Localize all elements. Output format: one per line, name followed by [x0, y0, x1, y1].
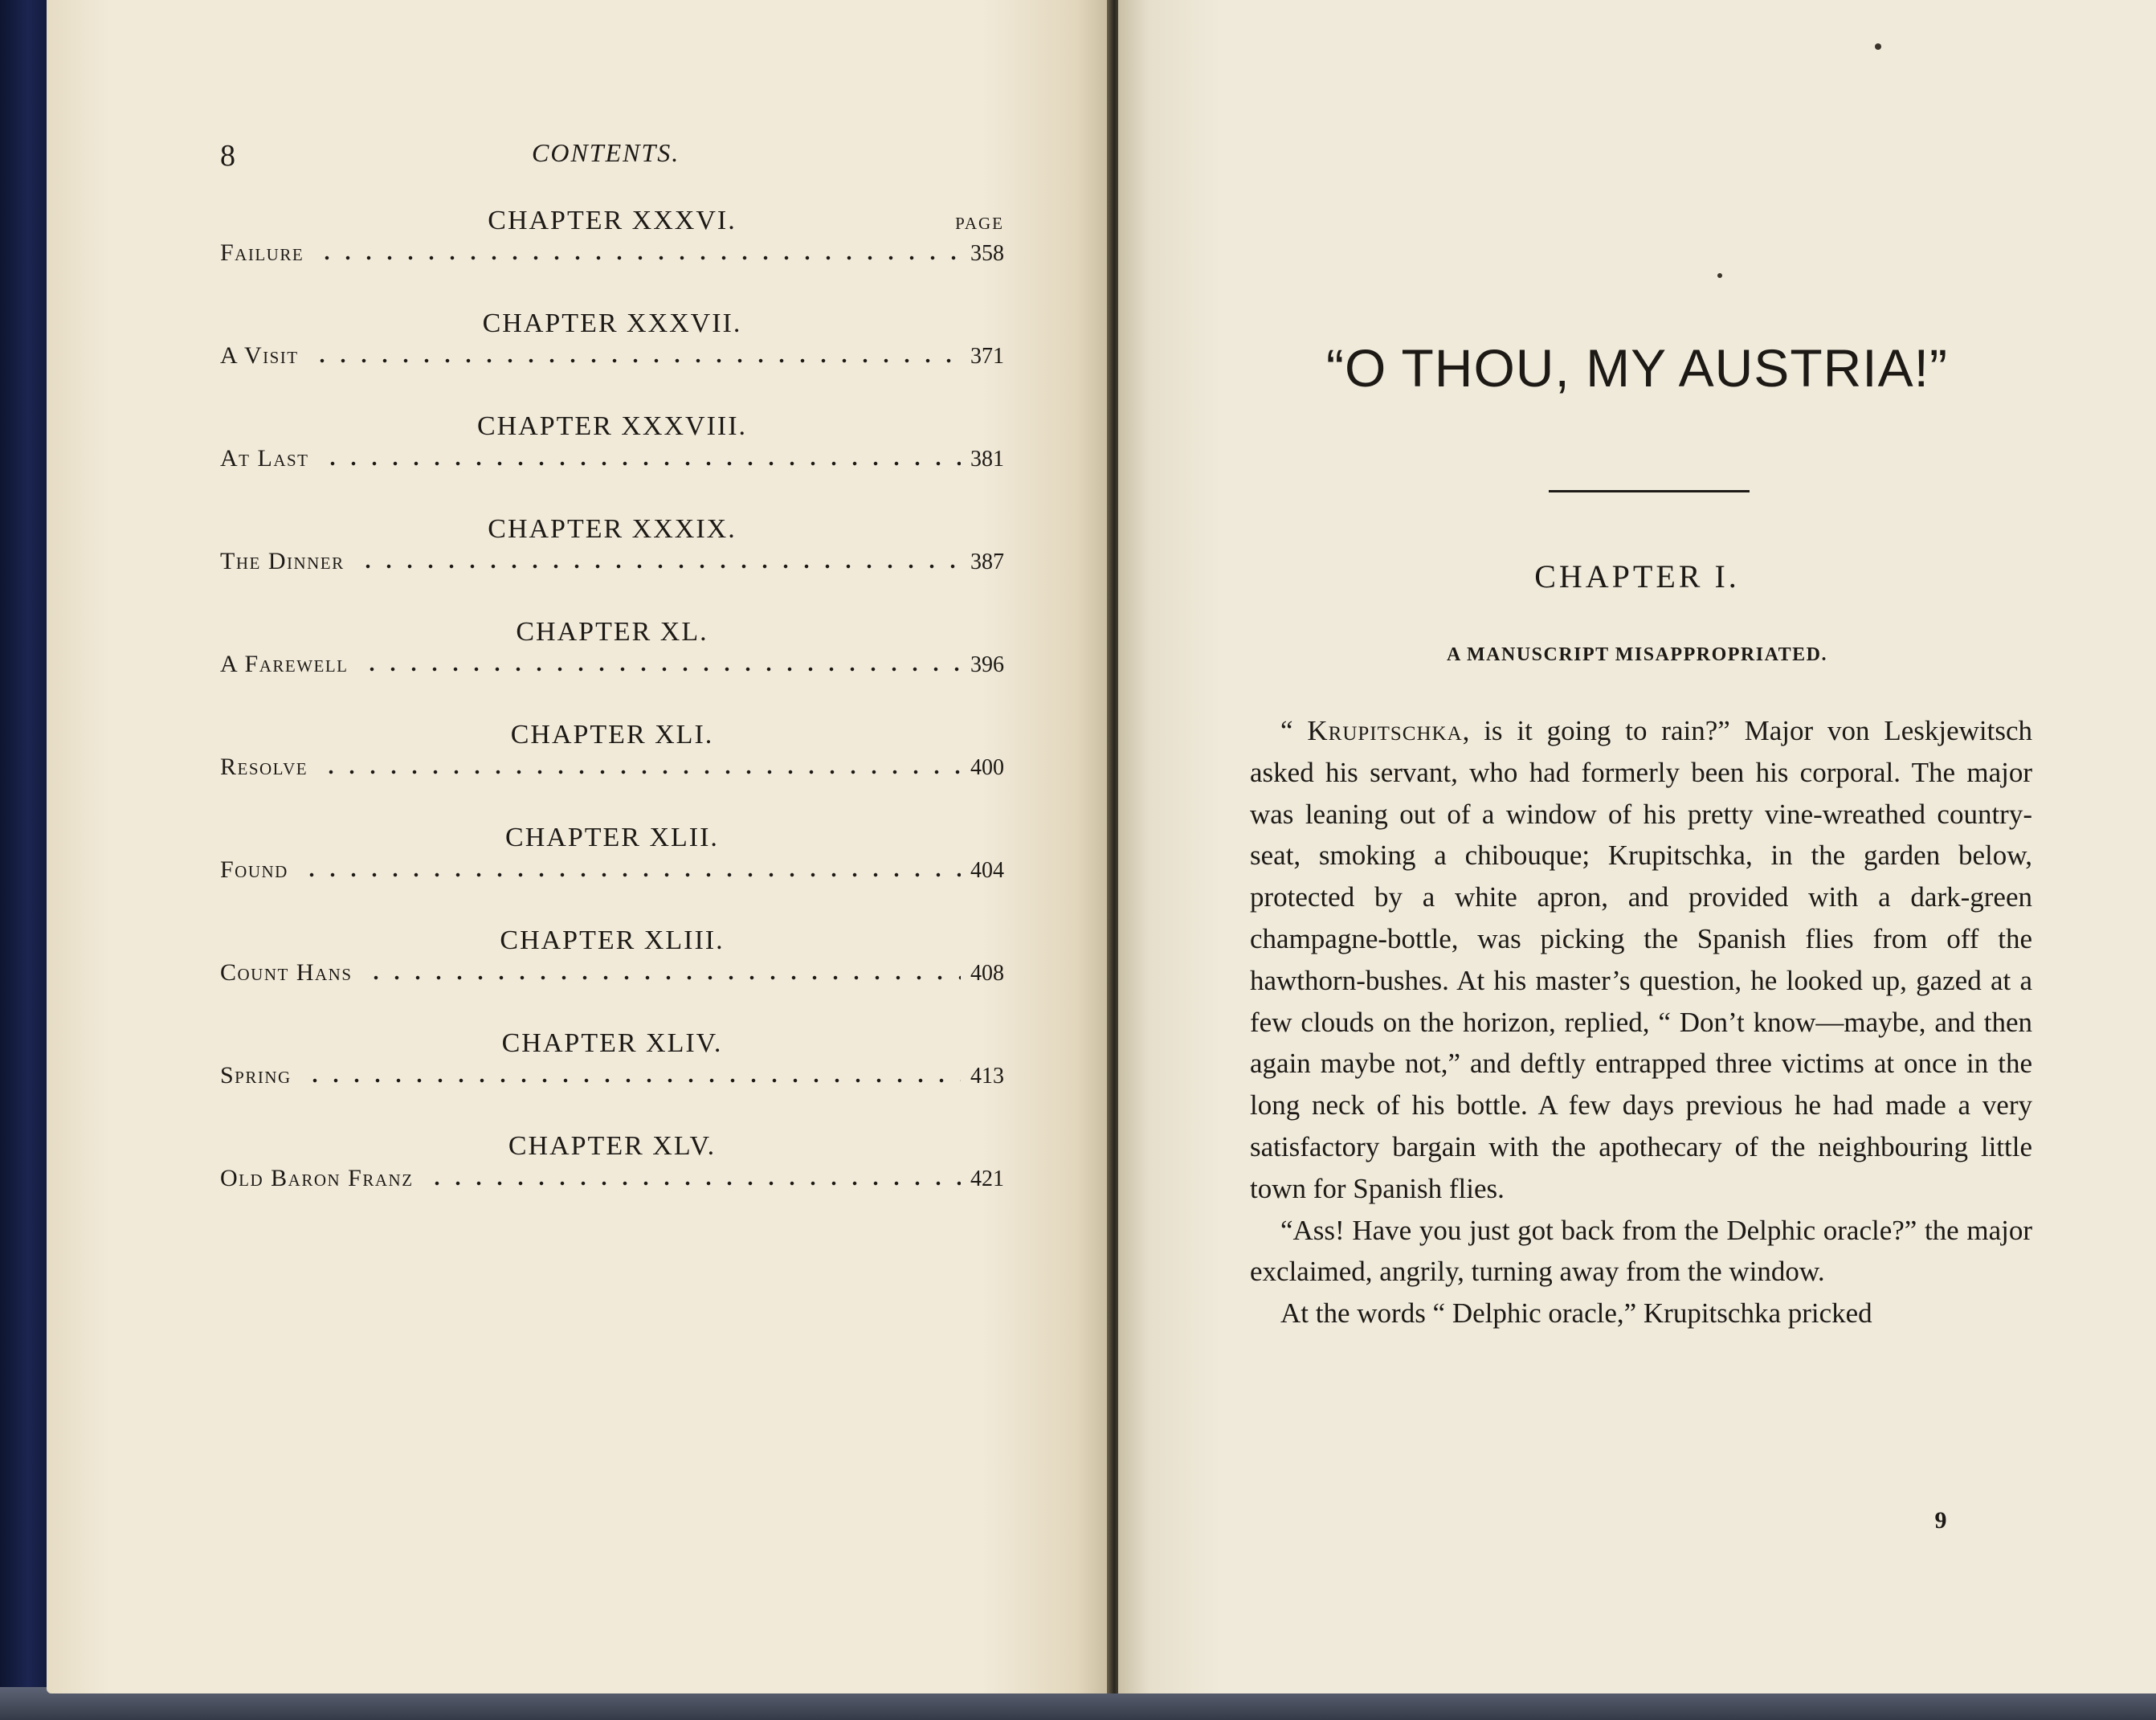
leader-dots — [354, 564, 961, 569]
leader-dots — [308, 358, 961, 363]
toc-page-number: 381 — [970, 447, 1004, 472]
toc-page-number: 400 — [970, 755, 1004, 780]
toc-line — [220, 754, 1004, 789]
toc-chapter-title: Found — [220, 856, 288, 883]
toc-line — [220, 856, 1004, 892]
toc-entry — [220, 612, 1004, 715]
left-page-number: 8 — [220, 139, 235, 173]
table-of-contents — [220, 201, 1004, 1229]
paper-speck — [1717, 273, 1722, 278]
toc-line — [220, 1062, 1004, 1097]
leader-dots — [358, 667, 962, 672]
toc-page-number: 408 — [970, 961, 1004, 986]
leader-dots — [317, 770, 961, 774]
toc-chapter-title: Old Baron Franz — [220, 1165, 414, 1191]
paragraph-text: , is it going to rain?” Major von Leskjewitsch asked his servant, who had formerly been his corporal. The major was leaning out of a window of his pretty vine-wreathed country-seat, smoking a chibouque; Krupitschka, in the garden below, protected by a white apron, and provided with a dark-green champagne-bottle, was picking the Spanish flies from off the hawthorn-bushes. At his master’s question, he looked up, gazed at a few clouds on the horizon, replied, “ Don’t know—maybe, and then again maybe not,” and deftly entrapped three victims at once in the long neck of his bottle. A few days previous he had made a very satisfactory bargain with the apothecary of the neighbouring little town for Spanish flies. — [1250, 715, 2032, 1204]
toc-entry — [220, 1126, 1004, 1229]
toc-page-number: 387 — [970, 550, 1004, 574]
toc-page-number: 371 — [970, 344, 1004, 369]
toc-line — [220, 651, 1004, 686]
paper-speck — [1875, 43, 1881, 50]
leader-dots — [313, 255, 961, 260]
toc-entry — [220, 818, 1004, 921]
toc-chapter-number: CHAPTER XL. — [516, 617, 708, 647]
left-running-head — [220, 138, 1007, 178]
toc-page-number: 421 — [970, 1166, 1004, 1191]
chapter-heading: CHAPTER I. — [1534, 558, 1740, 594]
toc-chapter-title: Count Hans — [220, 959, 353, 986]
paragraph: “Ass! Have you just got back from the Delphic oracle?” the major exclaimed, angrily, turning away from the window. — [1250, 1214, 2032, 1288]
toc-entry — [220, 407, 1004, 509]
toc-line — [220, 959, 1004, 995]
toc-line — [220, 445, 1004, 480]
paragraph: At the words “ Delphic oracle,” Krupitschka pricked — [1280, 1297, 1872, 1330]
toc-entry — [220, 304, 1004, 407]
toc-chapter-number: CHAPTER XLV. — [508, 1131, 717, 1161]
paragraph — [1250, 710, 2032, 1210]
toc-page-number: 404 — [970, 858, 1004, 883]
toc-line — [220, 548, 1004, 583]
chapter-body — [1250, 710, 2032, 1334]
leader-dots — [423, 1181, 961, 1186]
right-page-number: 9 — [1934, 1507, 1947, 1534]
toc-line — [220, 239, 1004, 275]
toc-chapter-number: CHAPTER XLIV. — [501, 1028, 723, 1058]
toc-entry — [220, 201, 1004, 304]
toc-chapter-number: CHAPTER XXXVIII. — [476, 411, 748, 441]
speaker-name: Krupitschka — [1307, 715, 1463, 746]
leader-dots — [362, 975, 961, 980]
toc-entry — [220, 715, 1004, 818]
toc-chapter-title: Spring — [220, 1062, 292, 1089]
toc-entry — [220, 1023, 1004, 1126]
leader-dots — [298, 872, 961, 877]
opening-quote: “ — [1280, 715, 1308, 746]
toc-chapter-title: Resolve — [220, 754, 308, 780]
toc-chapter-title: The Dinner — [220, 548, 345, 574]
toc-chapter-title: Failure — [220, 239, 304, 266]
toc-chapter-number: CHAPTER XLI. — [510, 720, 714, 750]
toc-chapter-number: CHAPTER XXXVI. — [488, 206, 737, 235]
toc-page-number: 396 — [970, 652, 1004, 677]
toc-chapter-title: A Farewell — [220, 651, 349, 677]
toc-chapter-number: CHAPTER XXXIX. — [488, 514, 737, 544]
toc-chapter-number: CHAPTER XLII. — [505, 823, 719, 852]
toc-page-number: 413 — [970, 1064, 1004, 1089]
leader-dots — [301, 1078, 961, 1083]
book-title: “O THOU, MY AUSTRIA!” — [1326, 338, 1948, 398]
toc-chapter-title: At Last — [220, 445, 309, 472]
toc-page-number: 358 — [970, 241, 1004, 266]
chapter-title: A MANUSCRIPT MISAPPROPRIATED. — [1447, 644, 1827, 665]
contents-heading: CONTENTS. — [532, 138, 680, 167]
toc-entry — [220, 921, 1004, 1023]
title-rule — [1549, 490, 1750, 492]
leader-dots — [319, 461, 962, 466]
toc-line — [220, 1165, 1004, 1200]
toc-chapter-title: A Visit — [220, 342, 299, 369]
toc-line — [220, 342, 1004, 378]
toc-chapter-number: CHAPTER XXXVII. — [482, 308, 742, 338]
toc-entry — [220, 509, 1004, 612]
toc-chapter-number: CHAPTER XLIII. — [500, 925, 725, 955]
page-column-label: PAGE — [955, 214, 1004, 233]
